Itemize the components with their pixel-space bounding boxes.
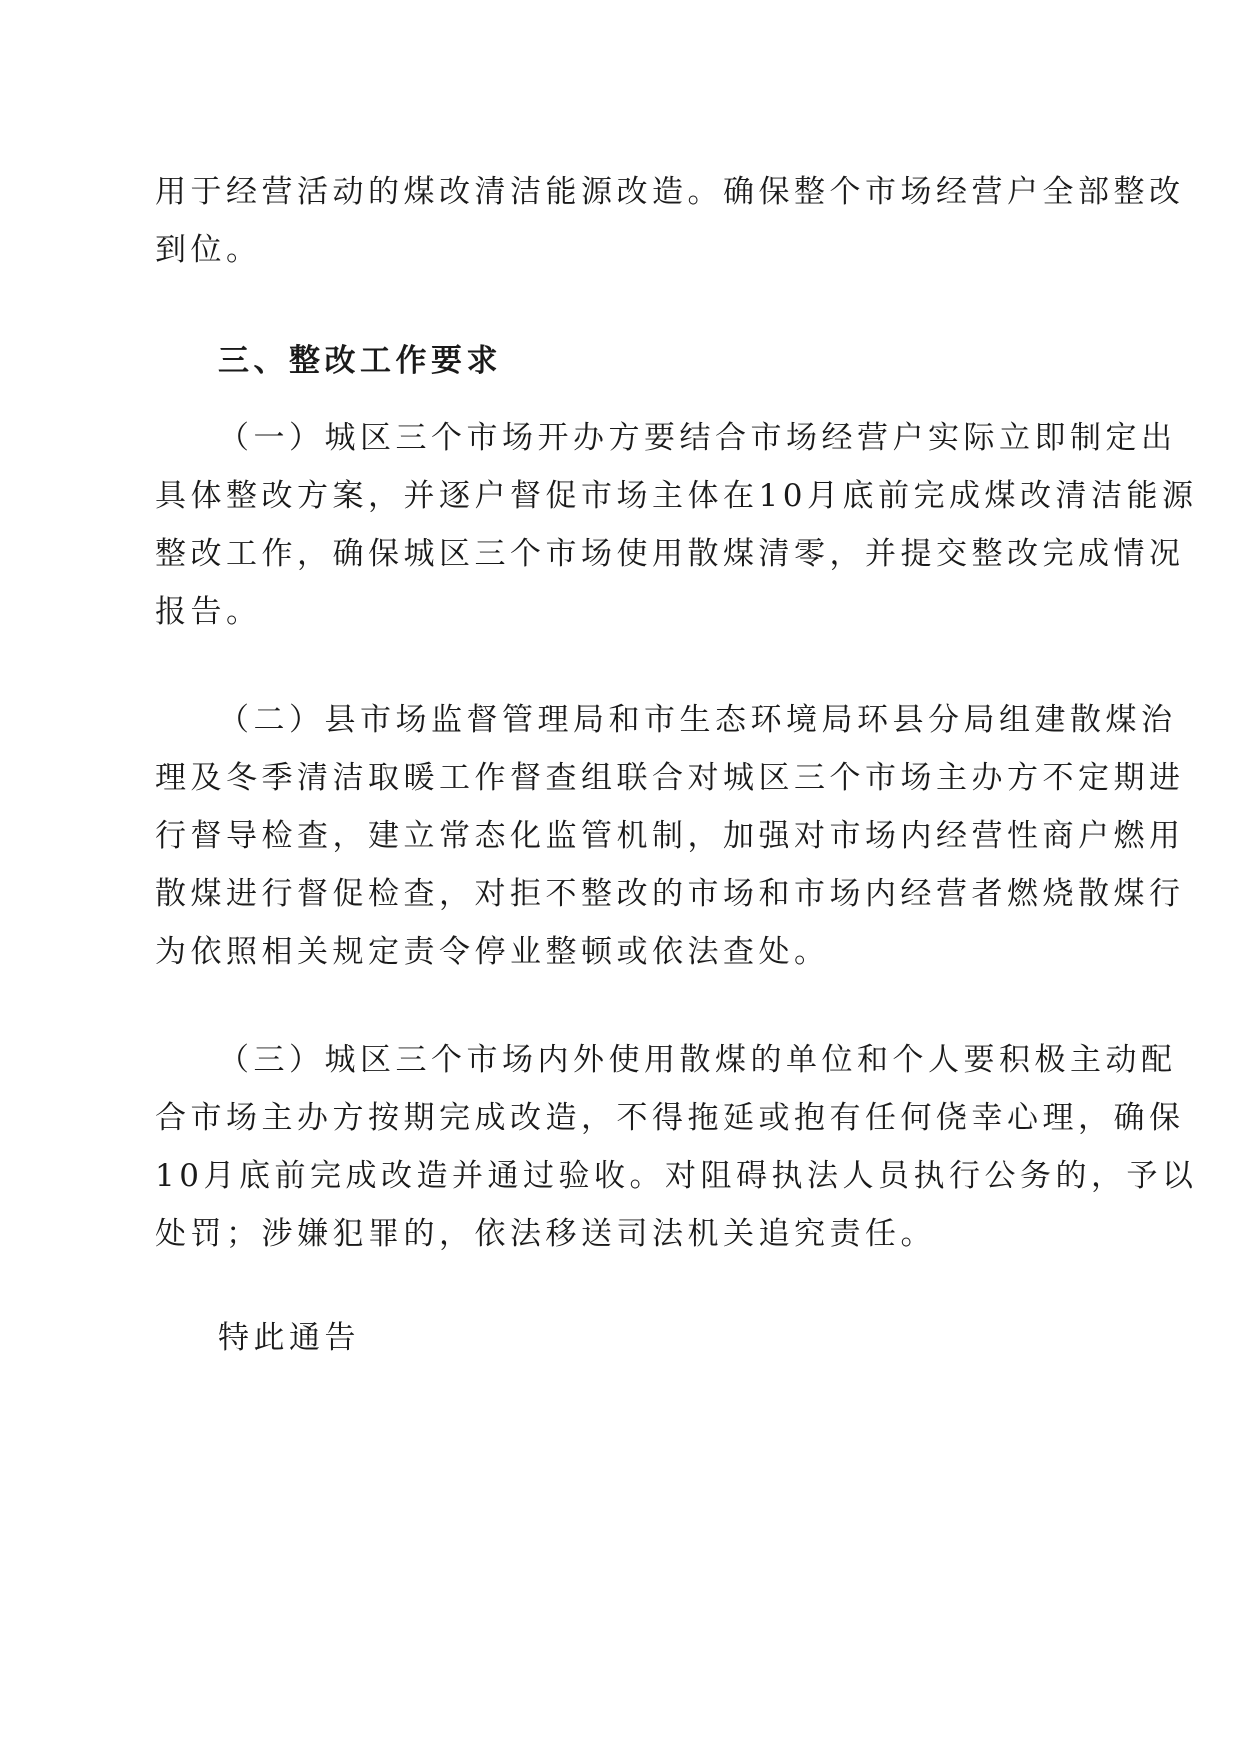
item-1-line-4: 报告。 [155, 594, 262, 630]
item-3-line-1: （三）城区三个市场内外使用散煤的单位和个人要积极主动配 [218, 1042, 1177, 1078]
closing-text: 特此通告 [218, 1320, 360, 1356]
item-1-line-3: 整改工作，确保城区三个市场使用散煤清零，并提交整改完成情况 [155, 536, 1185, 572]
item-3-line-2: 合市场主办方按期完成改造，不得拖延或抱有任何侥幸心理，确保 [155, 1100, 1185, 1136]
item-2-line-2: 理及冬季清洁取暖工作督查组联合对城区三个市场主办方不定期进 [155, 760, 1185, 796]
item-1-line-2: 具体整改方案，并逐户督促市场主体在10月底前完成煤改清洁能源 [155, 478, 1198, 514]
item-2-line-3: 行督导检查，建立常态化监管机制，加强对市场内经营性商户燃用 [155, 818, 1185, 854]
item-2-line-1: （二）县市场监督管理局和市生态环境局环县分局组建散煤治 [218, 702, 1177, 738]
intro-line-1: 用于经营活动的煤改清洁能源改造。确保整个市场经营户全部整改 [155, 174, 1185, 210]
item-3-line-3: 10月底前完成改造并通过验收。对阻碍执法人员执行公务的，予以 [155, 1158, 1198, 1194]
item-2-line-4: 散煤进行督促检查，对拒不整改的市场和市场内经营者燃烧散煤行 [155, 876, 1185, 912]
item-2-line-5: 为依照相关规定责令停业整顿或依法查处。 [155, 934, 830, 970]
section-heading: 三、整改工作要求 [218, 343, 502, 379]
intro-line-2: 到位。 [155, 232, 262, 268]
item-3-line-4: 处罚；涉嫌犯罪的，依法移送司法机关追究责任。 [155, 1216, 936, 1252]
item-1-line-1: （一）城区三个市场开办方要结合市场经营户实际立即制定出 [218, 420, 1177, 456]
